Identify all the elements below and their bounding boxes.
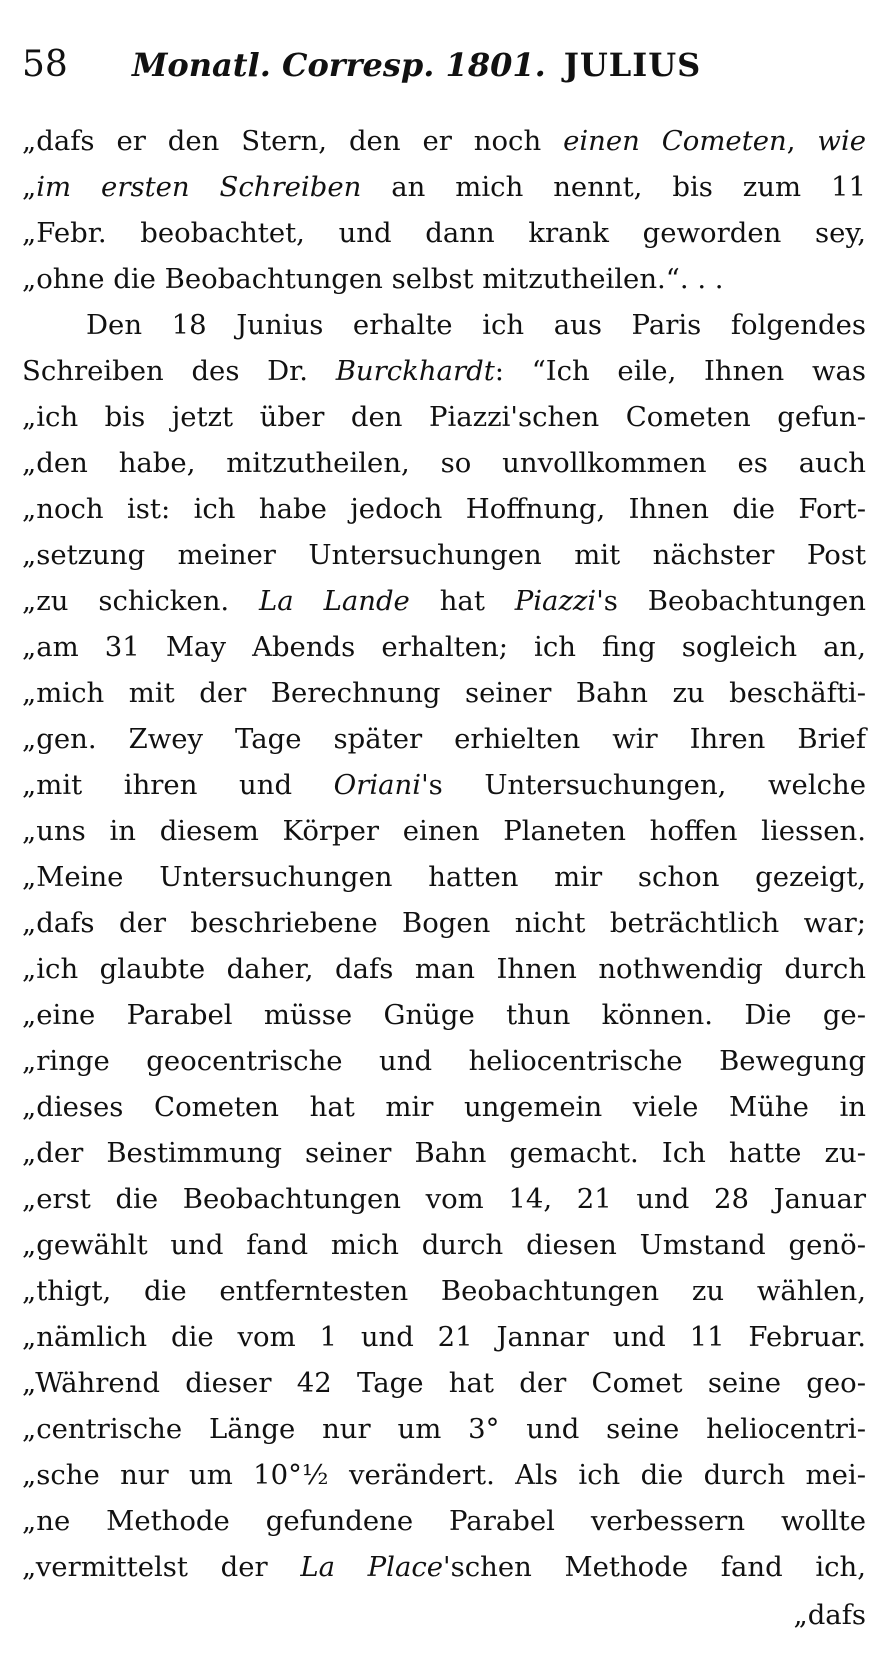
text-line (22, 1406, 866, 1452)
body-text (22, 118, 866, 1590)
text-line (22, 1360, 866, 1406)
text-segment: „dafs er den Stern, den er noch (22, 125, 564, 157)
text-line (22, 1498, 866, 1544)
text-segment: „dieses Cometen hat mir ungemein viele Mühe in (22, 1091, 866, 1123)
text-line (22, 302, 866, 348)
text-segment: „Während dieser 42 Tage hat der Comet seine geo- (22, 1367, 866, 1399)
text-segment: „noch ist: ich habe jedoch Hoffnung, Ihnen die Fort- (22, 493, 866, 525)
text-segment: 'schen Methode fand ich, (443, 1551, 866, 1583)
text-segment: „den habe, mitzutheilen, so unvollkommen es auch (22, 447, 866, 479)
text-segment: „zu schicken. (22, 585, 260, 617)
text-segment: „setzung meiner Untersuchungen mit nächster Post (22, 539, 866, 571)
text-segment: „gen. Zwey Tage später erhielten wir Ihren Brief (22, 723, 866, 755)
text-line (22, 1084, 866, 1130)
text-segment: : “Ich eile, Ihnen was (494, 355, 866, 387)
page-number: 58 (22, 44, 68, 85)
italic-text-segment: La Lande (259, 585, 410, 617)
text-line (22, 1038, 866, 1084)
text-segment: „eine Parabel müsse Gnüge thun können. Die ge- (22, 999, 866, 1031)
text-segment: 's Untersuchungen, welche (421, 769, 866, 801)
text-line (22, 1314, 866, 1360)
text-line (22, 348, 866, 394)
text-line (22, 624, 866, 670)
text-segment: , (786, 125, 818, 157)
text-segment: „ringe geocentrische und heliocentrische Bewegung (22, 1045, 866, 1077)
text-line (22, 670, 866, 716)
text-segment: „uns in diesem Körper einen Planeten hoffen liessen. (22, 815, 866, 847)
text-line (22, 1176, 866, 1222)
text-line (22, 1222, 866, 1268)
text-line (22, 486, 866, 532)
text-line (22, 762, 866, 808)
text-segment: 's Beobachtungen (596, 585, 866, 617)
text-segment: „thigt, die entferntesten Beobachtungen zu wählen, (22, 1275, 866, 1307)
text-line (22, 394, 866, 440)
text-line (22, 808, 866, 854)
text-segment: „mich mit der Berechnung seiner Bahn zu beschäfti- (22, 677, 866, 709)
text-line (22, 854, 866, 900)
italic-text-segment: Piazzi (514, 585, 597, 617)
text-segment: „centrische Länge nur um 3° und seine heliocentri- (22, 1413, 866, 1445)
text-segment: „gewählt und fand mich durch diesen Umstand genö- (22, 1229, 866, 1261)
italic-text-segment: Burckhardt (335, 355, 495, 387)
text-line (22, 1130, 866, 1176)
text-line (22, 992, 866, 1038)
running-title (132, 46, 701, 84)
text-segment: „dafs der beschriebene Bogen nicht beträchtlich war; (22, 907, 866, 939)
text-segment: „ohne die Beobachtungen selbst mitzutheilen.“. . . (22, 263, 724, 295)
italic-text-segment: La Place (300, 1551, 444, 1583)
text-line (22, 716, 866, 762)
text-segment: „Meine Untersuchungen hatten mir schon gezeigt, (22, 861, 866, 893)
catchword: „dafs (793, 1599, 866, 1631)
text-segment: an mich nennt, bis zum 11 (361, 171, 866, 203)
text-line (22, 1268, 866, 1314)
text-line (22, 578, 866, 624)
italic-text-segment: wie (817, 125, 867, 157)
running-title-month: JULIUS (563, 46, 702, 84)
text-line (22, 1544, 866, 1590)
text-line (22, 210, 866, 256)
italic-text-segment: im ersten Schreiben (36, 171, 362, 203)
text-segment: „mit ihren und (22, 769, 334, 801)
text-segment: Schreiben des Dr. (22, 355, 336, 387)
text-line (22, 532, 866, 578)
text-segment: „ne Methode gefundene Parabel verbessern wollte (22, 1505, 866, 1537)
text-line (22, 118, 866, 164)
text-segment: „vermittelst der (22, 1551, 301, 1583)
text-segment: Den 18 Junius erhalte ich aus Paris folgendes (86, 309, 866, 341)
running-title-text: Monatl. Corresp. 1801. (132, 46, 546, 84)
italic-text-segment: Oriani (333, 769, 422, 801)
text-line (22, 440, 866, 486)
text-line (22, 1452, 866, 1498)
text-line (22, 900, 866, 946)
page-header (22, 44, 866, 108)
text-line (22, 256, 866, 302)
text-segment: „Febr. beobachtet, und dann krank geworden sey, (22, 217, 866, 249)
text-segment: „ (22, 171, 37, 203)
text-segment: „ich bis jetzt über den Piazzi'schen Cometen gefun- (22, 401, 866, 433)
text-segment: „ich glaubte daher, dafs man Ihnen nothwendig durch (22, 953, 866, 985)
italic-text-segment: einen Cometen (563, 125, 787, 157)
text-segment: „erst die Beobachtungen vom 14, 21 und 28 Januar (22, 1183, 866, 1215)
text-segment: „nämlich die vom 1 und 21 Jannar und 11 Februar. (22, 1321, 866, 1353)
text-line (22, 946, 866, 992)
text-segment: „sche nur um 10°½ verändert. Als ich die durch mei- (22, 1459, 866, 1491)
text-line (22, 164, 866, 210)
text-segment: hat (409, 585, 515, 617)
text-segment: „am 31 May Abends erhalten; ich fing sogleich an, (22, 631, 866, 663)
text-segment: „der Bestimmung seiner Bahn gemacht. Ich hatte zu- (22, 1137, 866, 1169)
